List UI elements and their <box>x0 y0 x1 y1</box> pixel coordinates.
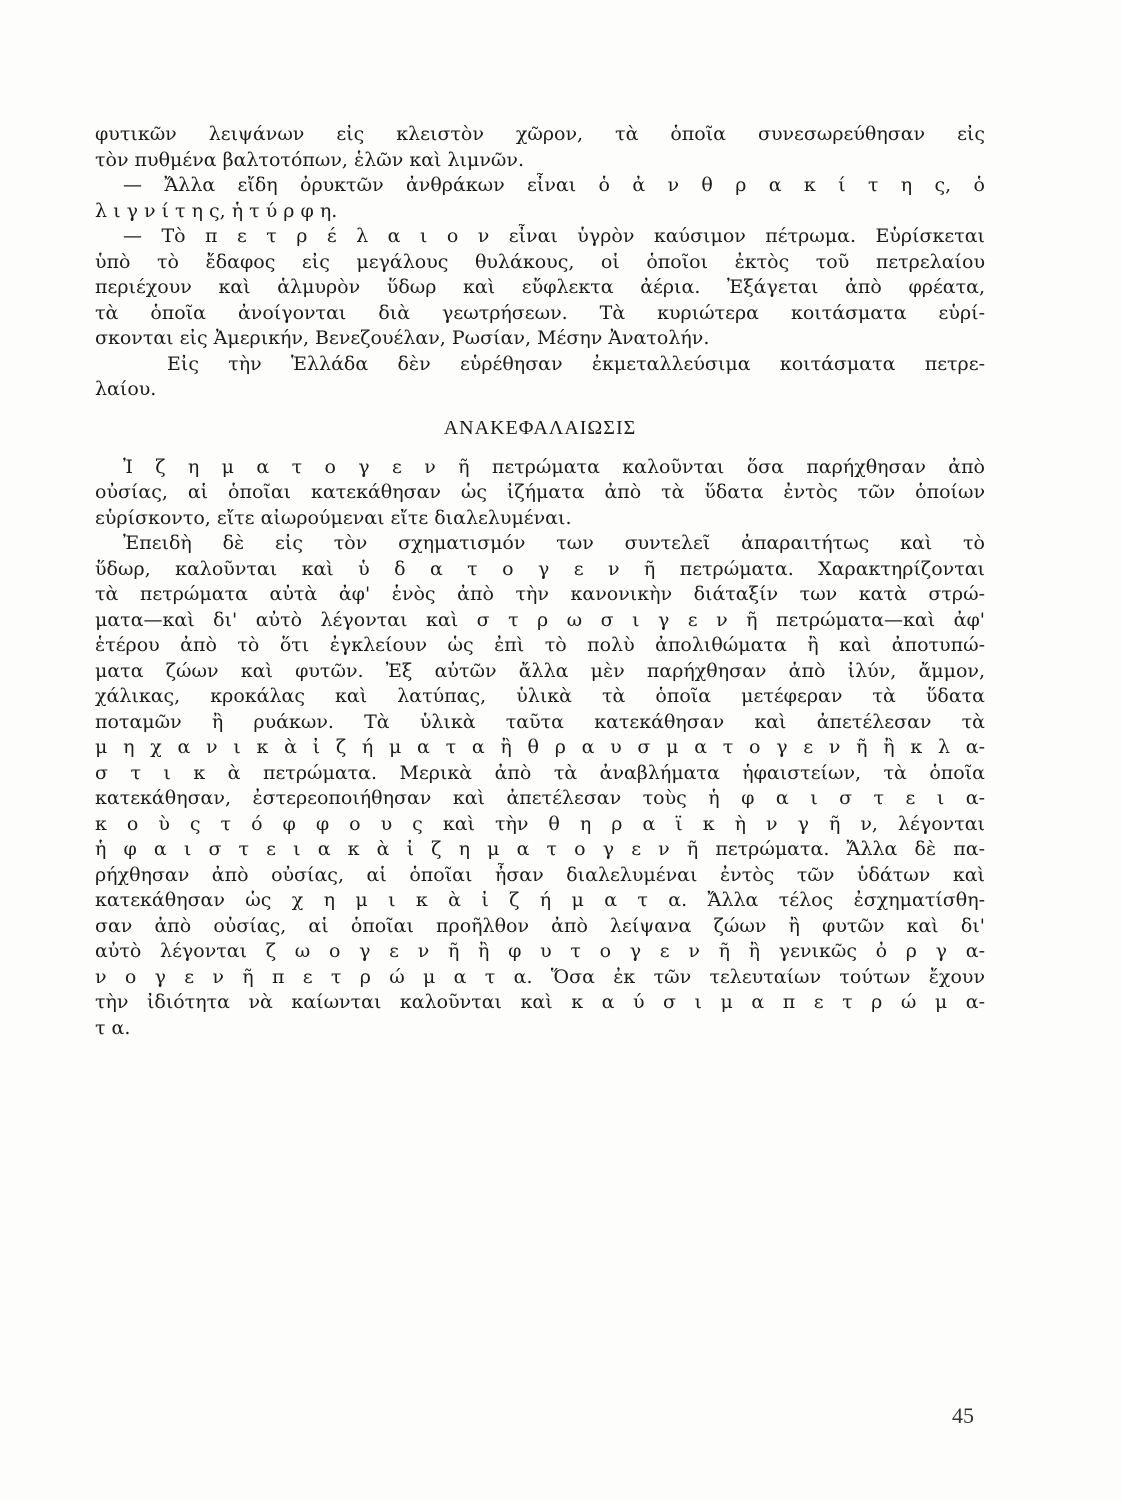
page-body <box>95 122 985 1041</box>
text-line: ἑτέρου ἀπὸ τὸ ὅτι ἐγκλείουν ὡς ἐπὶ τὸ πολὺ ἀπολιθώματα ἢ καὶ ἀποτυπώ- <box>95 634 985 656</box>
text-line: ἡ φ α ι σ τ ε ι α κ ὰ ἰ ζ η μ α τ ο γ ε ν ῆ πετρώματα. Ἄλλα δὲ πα- <box>95 838 985 860</box>
text-line: σαν ἀπὸ οὐσίας, αἱ ὁποῖαι προῆλθον ἀπὸ λείψανα ζώων ἢ φυτῶν καὶ δι' <box>95 914 985 937</box>
paragraph-summary-2 <box>95 531 985 1041</box>
text-line: Ἐπειδὴ δὲ εἰς τὸν σχηματισμόν των συντελεῖ ἀπαραιτήτως καὶ τὸ <box>123 532 985 554</box>
text-line: εὑρίσκοντο, εἴτε αἰωρούμεναι εἴτε διαλελυμέναι. <box>95 506 572 529</box>
text-line: Ἰ ζ η μ α τ ο γ ε ν ῆ πετρώματα καλοῦνται ὅσα παρήχθησαν ἀπὸ <box>123 455 985 478</box>
section-heading: ΑΝΑΚΕΦΑΛΑΙΩΣΙΣ <box>443 416 637 439</box>
text-line: τ α. <box>95 1016 131 1039</box>
paragraph-summary-1 <box>95 455 985 532</box>
text-line: τὴν ἰδιότητα νὰ καίωνται καλοῦνται καὶ κ α ύ σ ι μ α π ε τ ρ ώ μ α- <box>95 991 985 1013</box>
text-line: κ ο ὺ ς τ ό φ φ ο υ ς καὶ τὴν θ η ρ α ϊ κ ὴ ν γ ῆ ν, λέγονται <box>95 812 985 835</box>
text-line: Εἰς τὴν Ἑλλάδα δὲν εὑρέθησαν ἐκμεταλλεύσιμα κοιτάσματα πετρε- <box>167 352 985 375</box>
text-line: ν ο γ ε ν ῆ π ε τ ρ ώ μ α τ α. Ὅσα ἐκ τῶν τελευταίων τούτων ἔχουν <box>95 965 985 988</box>
text-line: σ τ ι κ ὰ πετρώματα. Μερικὰ ἀπὸ τὰ ἀναβλήματα ἡφαιστείων, τὰ ὁποῖα <box>95 761 985 784</box>
text-line: περιέχουν καὶ ἁλμυρὸν ὕδωρ καὶ εὔφλεκτα ἀέρια. Ἐξάγεται ἀπὸ φρέατα, <box>95 276 985 298</box>
text-line: τὰ πετρώματα αὐτὰ ἀφ' ἑνὸς ἀπὸ τὴν κανονικὴν διάταξίν των κατὰ στρώ- <box>95 583 985 605</box>
text-line: σκονται εἰς Ἀμερικήν, Βενεζουέλαν, Ρωσίαν, Μέσην Ἀνατολήν. <box>95 327 710 349</box>
page-number: 45 <box>952 1403 974 1428</box>
text-line: κατεκάθησαν, ἐστερεοποιήθησαν καὶ ἀπετέλεσαν τοὺς ἡ φ α ι σ τ ε ι α- <box>95 787 985 809</box>
text-line: φυτικῶν λειψάνων εἰς κλειστὸν χῶρον, τὰ ὁποῖα συνεσωρεύθησαν εἰς <box>95 123 985 145</box>
text-line: ὕδωρ, καλοῦνται καὶ ὑ δ α τ ο γ ε ν ῆ πετρώματα. Χαρακτηρίζονται <box>95 557 985 580</box>
text-line: χάλικας, κροκάλας καὶ λατύπας, ὑλικὰ τὰ ὁποῖα μετέφεραν τὰ ὕδατα <box>95 685 985 707</box>
text-line: οὐσίας, αἱ ὁποῖαι κατεκάθησαν ὡς ἰζήματα ἀπὸ τὰ ὕδατα ἐντὸς τῶν ὁποίων <box>95 481 985 503</box>
text-line: λαίου. <box>95 378 157 400</box>
text-line: λ ι γ ν ί τ η ς, ἡ τ ύ ρ φ η. <box>95 199 338 222</box>
text-line: ματα ζώων καὶ φυτῶν. Ἐξ αὐτῶν ἄλλα μὲν παρήχθησαν ἀπὸ ἰλύν, ἄμμον, <box>95 659 985 682</box>
text-line: τὰ ὁποῖα ἀνοίγονται διὰ γεωτρήσεων. Τὰ κυριώτερα κοιτάσματα εὑρί- <box>95 301 985 324</box>
paragraph-petroleum <box>95 122 985 403</box>
text-line: — Ἄλλα εἴδη ὀρυκτῶν ἀνθράκων εἶναι ὁ ἀ ν θ ρ α κ ί τ η ς, ὁ <box>123 174 985 196</box>
text-line: αὐτὸ λέγονται ζ ω ο γ ε ν ῆ ἢ φ υ τ ο γ ε ν ῆ ἢ γενικῶς ὀ ρ γ α- <box>95 940 985 962</box>
text-line: μ η χ α ν ι κ ὰ ἰ ζ ή μ α τ α ἢ θ ρ α υ σ μ α τ ο γ ε ν ῆ ἢ κ λ α- <box>95 736 985 758</box>
text-line: κατεκάθησαν ὡς χ η μ ι κ ὰ ἰ ζ ή μ α τ α. Ἄλλα τέλος ἐσχηματίσθη- <box>95 889 985 911</box>
text-line: ποταμῶν ἢ ρυάκων. Τὰ ὑλικὰ ταῦτα κατεκάθησαν καὶ ἀπετέλεσαν τὰ <box>95 710 985 733</box>
text-line: ματα—καὶ δι' αὐτὸ λέγονται καὶ σ τ ρ ω σ ι γ ε ν ῆ πετρώματα—καὶ ἀφ' <box>95 608 985 631</box>
text-line: ρήχθησαν ἀπὸ οὐσίας, αἱ ὁποῖαι ἦσαν διαλελυμέναι ἐντὸς τῶν ὑδάτων καὶ <box>95 863 985 886</box>
text-line: ὑπὸ τὸ ἔδαφος εἰς μεγάλους θυλάκους, οἱ ὁποῖοι ἐκτὸς τοῦ πετρελαίου <box>95 250 985 273</box>
text-line: — Τὸ π ε τ ρ έ λ α ι ο ν εἶναι ὑγρὸν καύσιμον πέτρωμα. Εὑρίσκεται <box>123 225 985 247</box>
text-line: τὸν πυθμένα βαλτοτόπων, ἑλῶν καὶ λιμνῶν. <box>95 148 524 171</box>
